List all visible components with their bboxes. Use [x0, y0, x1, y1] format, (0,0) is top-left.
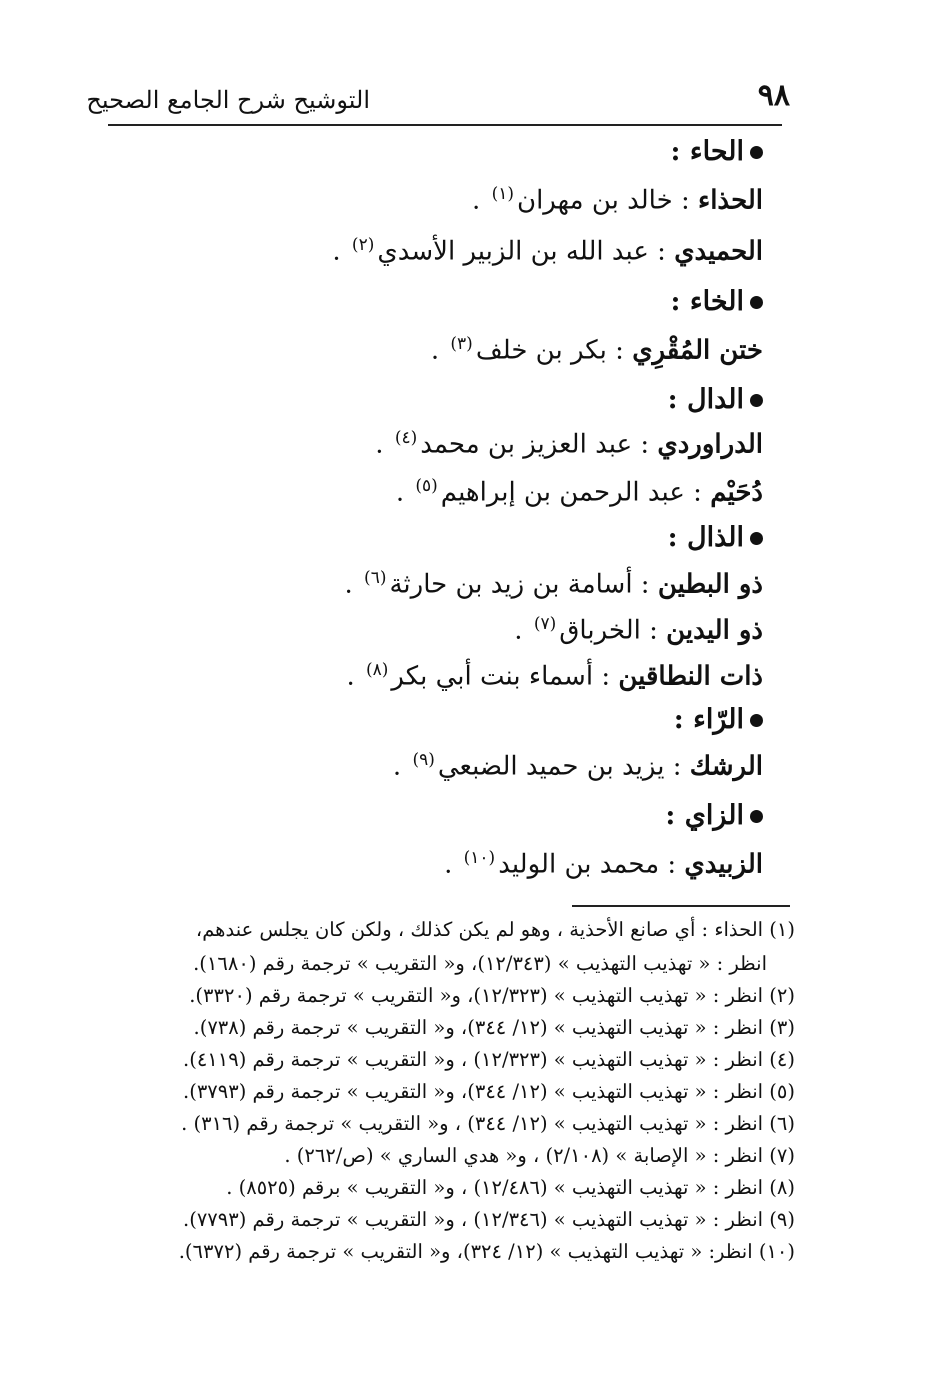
heading-label: الدال : — [667, 384, 744, 415]
footnote-line: انظر : « تهذيب التهذيب » (١٢/٣٤٣)، و« التقريب » ترجمة رقم (١٦٨٠). — [193, 952, 767, 975]
heading-label: الرّاء : — [673, 704, 744, 735]
footnote-line: (٧) انظر : « الإصابة » (٢/١٠٨) ، و« هدي الساري » (ص/٢٦٢) . — [284, 1144, 795, 1167]
entry-text: : يزيد بن حميد الضبعي — [437, 751, 690, 782]
footnote-marker: (٨) — [365, 660, 389, 680]
entry-text: : بكر بن خلف — [475, 335, 633, 366]
entry-text: : عبد الله بن الزبير الأسدي — [377, 236, 675, 267]
entry-end: . — [472, 185, 489, 216]
entry-text: : عبد العزيز بن محمد — [420, 429, 658, 460]
entry-term: الرشك — [689, 751, 763, 782]
entry-term: دُحَيْم — [710, 477, 763, 508]
entry-end: . — [444, 849, 461, 880]
entry-line — [472, 184, 763, 216]
footnote-line: (٨) انظر : « تهذيب التهذيب » (١٢/٤٨٦) ، و« التقريب » برقم (٨٥٢٥) . — [226, 1176, 795, 1199]
page-number: ٩٨ — [757, 78, 790, 113]
footnote-marker: (٧) — [533, 614, 557, 634]
footnote-marker: (١٠) — [463, 848, 496, 868]
entry-text: : أسماء بنت أبي بكر — [391, 661, 619, 692]
entry-end: . — [430, 335, 448, 366]
section-heading-zay — [665, 800, 763, 831]
entry-term: ذات النطاقين — [618, 661, 763, 692]
entry-term: ختن المُقْرِي — [632, 335, 763, 366]
footnote-marker: (٢) — [351, 235, 375, 255]
entry-term: الحذاء — [697, 185, 763, 216]
entry-end: . — [375, 429, 392, 460]
bullet-icon — [750, 394, 763, 407]
section-heading-kha — [671, 286, 763, 317]
heading-label: الزاي : — [665, 800, 744, 831]
entry-line — [514, 614, 763, 646]
footnote-marker: (٥) — [415, 476, 438, 496]
entry-line — [396, 476, 763, 508]
header-rule — [108, 124, 782, 126]
entry-end: . — [514, 615, 531, 646]
section-heading-dal — [668, 384, 763, 415]
bullet-icon — [750, 532, 763, 545]
bullet-icon — [750, 810, 763, 823]
heading-label: الذال : — [667, 522, 744, 553]
entry-line — [393, 750, 763, 782]
footnote-marker: (١) — [491, 184, 514, 204]
entry-line — [375, 428, 763, 460]
entry-text: : محمد بن الوليد — [498, 849, 685, 880]
entry-line — [444, 848, 763, 880]
heading-label: الخاء : — [670, 286, 744, 317]
entry-text: : خالد بن مهران — [516, 185, 698, 216]
footnote-line: (٦) انظر : « تهذيب التهذيب » (١٢/ ٣٤٤) ، و« التقريب » ترجمة رقم (٣١٦) . — [181, 1112, 795, 1135]
section-heading-ha — [671, 136, 763, 167]
footnote-marker: (٤) — [394, 428, 418, 448]
entry-line — [332, 235, 763, 267]
footnote-line: (١) الحذاء : أي صانع الأحذية ، وهو لم يكن كذلك ، ولكن كان يجلس عندهم، — [195, 918, 795, 941]
entry-end: . — [395, 477, 413, 508]
entry-end: . — [346, 661, 363, 692]
entry-term: ذو البطين — [657, 569, 763, 600]
footnote-marker: (٩) — [412, 750, 435, 770]
entry-text: : أسامة بن زيد بن حارثة — [389, 569, 658, 600]
footnote-line: (٥) انظر : « تهذيب التهذيب » (١٢/ ٣٤٤)، و« التقريب » ترجمة رقم (٣٧٩٣). — [183, 1080, 795, 1103]
section-heading-dhal — [668, 522, 763, 553]
entry-end: . — [392, 751, 410, 782]
footnote-separator — [572, 905, 790, 907]
footnote-line: (٤) انظر : « تهذيب التهذيب » (١٢/٣٢٣) ، و« التقريب » ترجمة رقم (٤١١٩). — [183, 1048, 795, 1071]
footnote-marker: (٦) — [364, 568, 387, 588]
footnote-marker: (٣) — [450, 334, 473, 354]
entry-text: : الخرباق — [559, 615, 667, 646]
running-title: التوشيح شرح الجامع الصحيح — [86, 86, 370, 114]
entry-line — [345, 568, 763, 600]
entry-term: الزبيدي — [684, 849, 763, 880]
section-heading-ra — [674, 704, 763, 735]
entry-text: : عبد الرحمن بن إبراهيم — [440, 477, 711, 508]
footnote-line: (٣) انظر : « تهذيب التهذيب » (١٢/ ٣٤٤)، و« التقريب » ترجمة رقم (٧٣٨). — [193, 1016, 795, 1039]
footnote-line: (١٠) انظر: « تهذيب التهذيب » (١٢/ ٣٢٤)، و« التقريب » ترجمة رقم (٦٣٧٢). — [178, 1240, 795, 1263]
footnote-line: (٩) انظر : « تهذيب التهذيب » (١٢/٣٤٦) ، و« التقريب » ترجمة رقم (٧٧٩٣). — [183, 1208, 795, 1231]
bullet-icon — [750, 714, 763, 727]
entry-end: . — [332, 236, 349, 267]
heading-label: الحاء : — [670, 136, 744, 167]
bullet-icon — [750, 146, 763, 159]
footnote-line: (٢) انظر : « تهذيب التهذيب » (١٢/٣٢٣)، و« التقريب » ترجمة رقم (٣٣٢٠). — [189, 984, 795, 1007]
entry-line — [346, 660, 763, 692]
entry-line — [431, 334, 763, 366]
entry-end: . — [344, 569, 362, 600]
entry-term: ذو اليدين — [666, 615, 763, 646]
bullet-icon — [750, 296, 763, 309]
entry-term: الدراوردي — [657, 429, 763, 460]
entry-term: الحميدي — [674, 236, 763, 267]
